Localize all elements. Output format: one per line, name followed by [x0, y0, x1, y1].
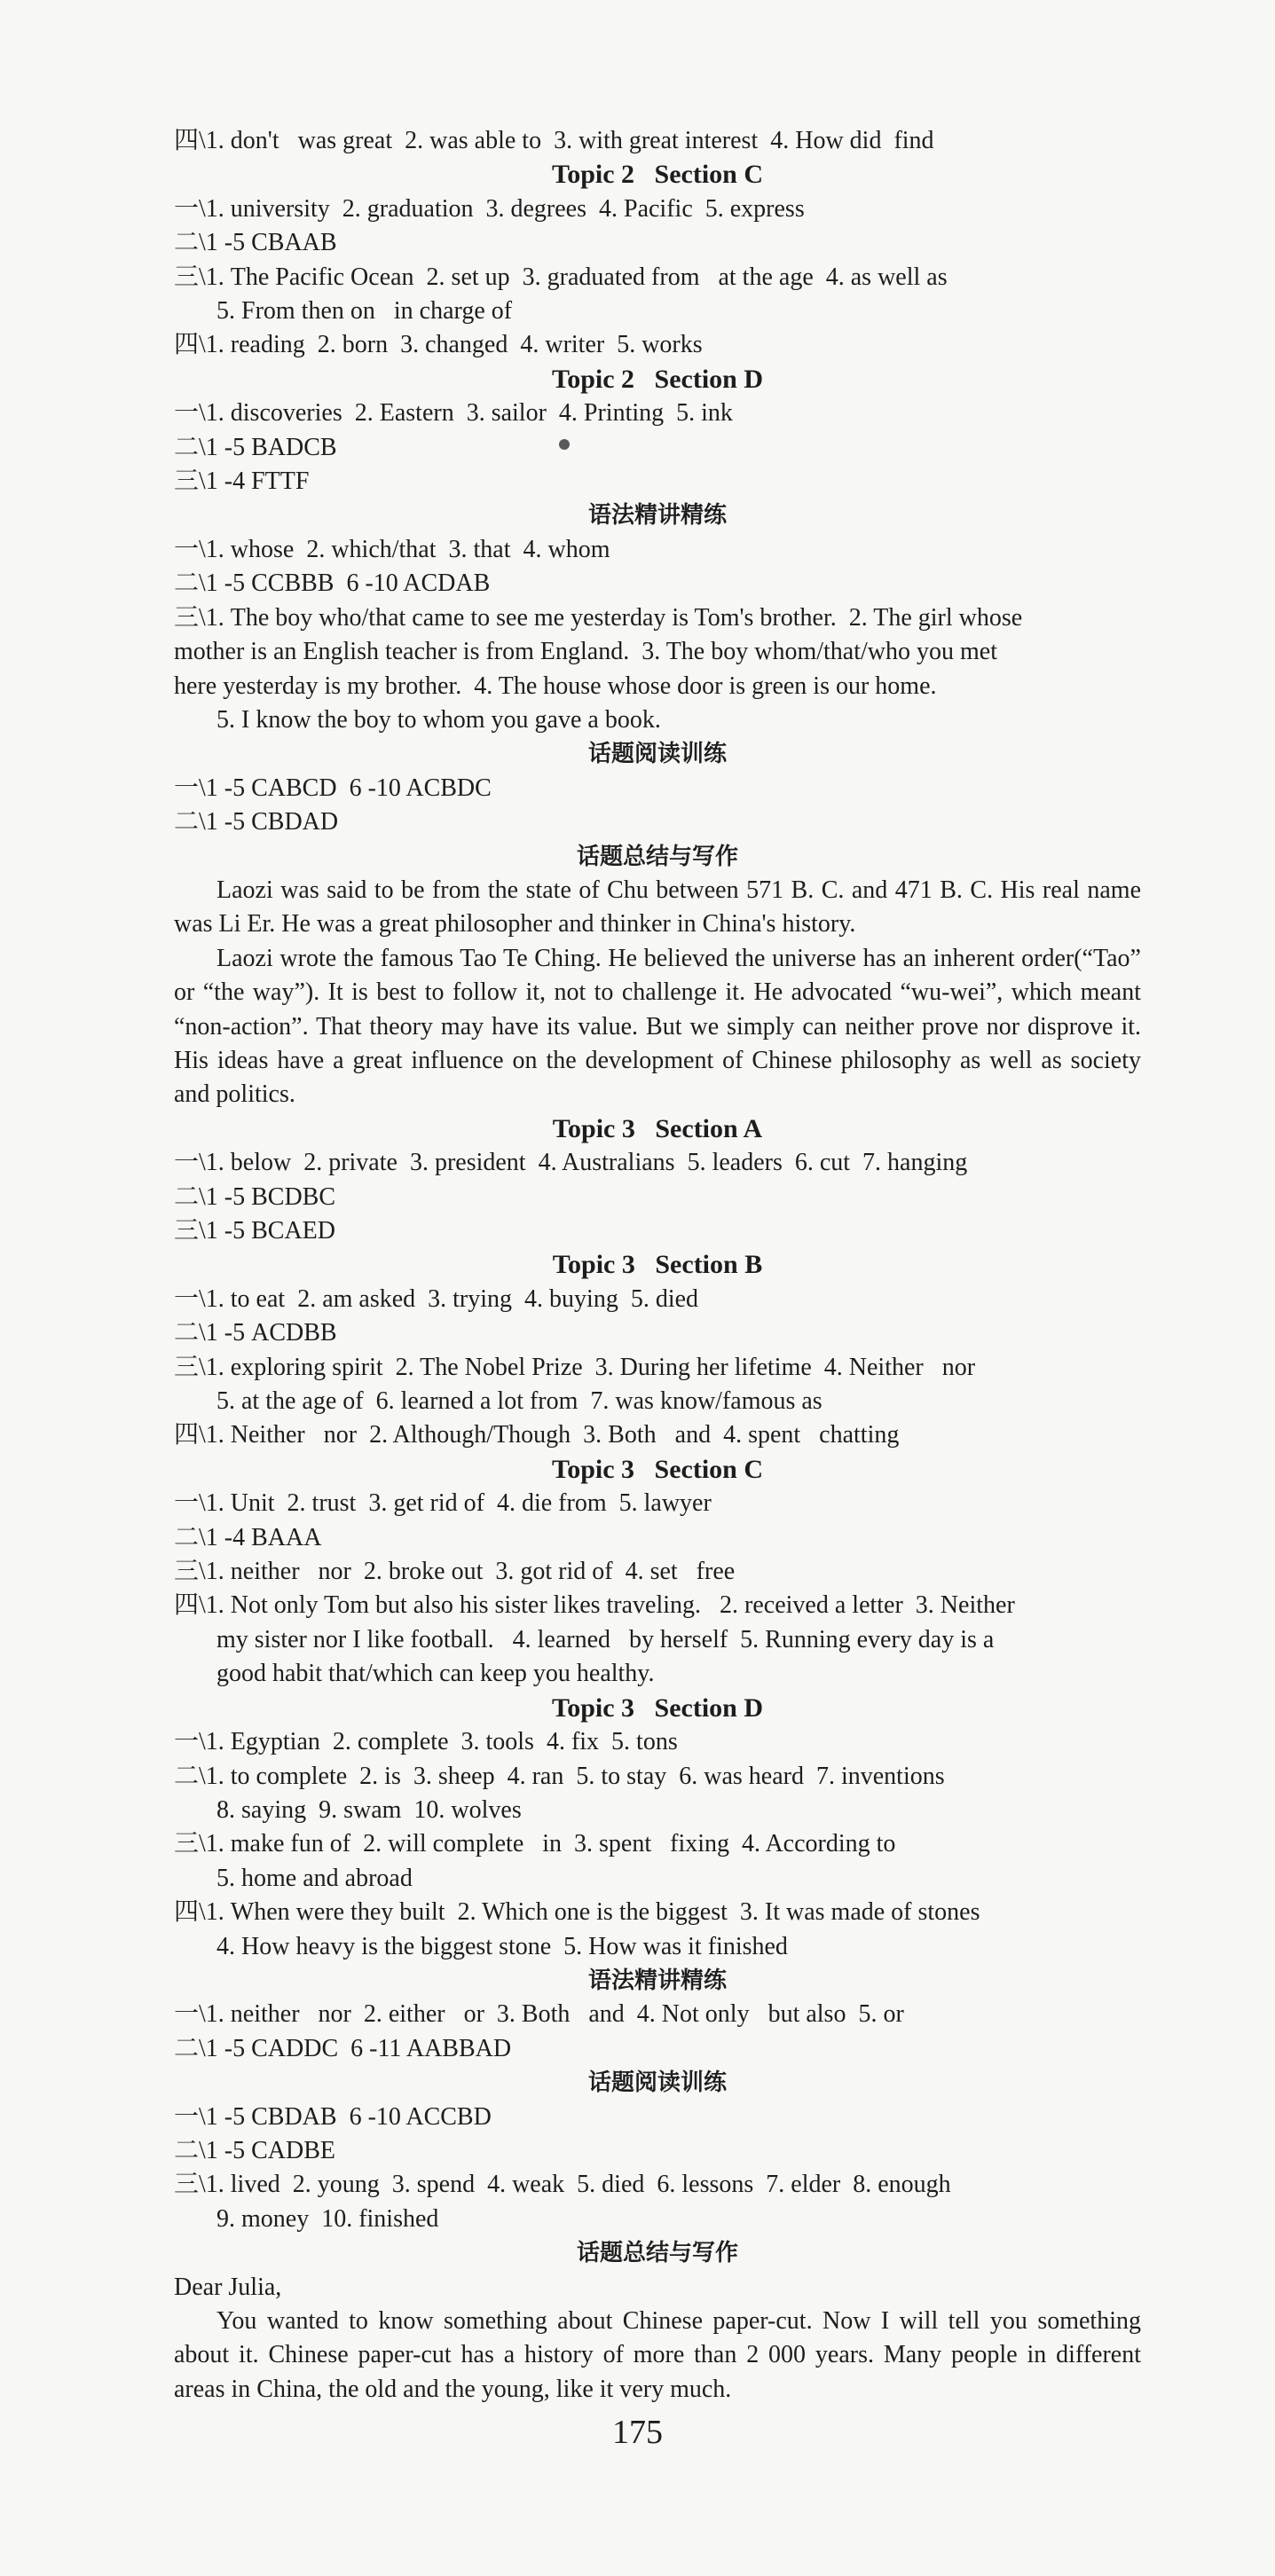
answer-line: 一\1. to eat 2. am asked 3. trying 4. buying 5. died — [174, 1284, 699, 1313]
answer-line: 5. I know the boy to whom you gave a book. — [216, 705, 661, 734]
answer-line: 二\1 -5 CCBBB 6 -10 ACDAB — [174, 569, 491, 598]
answer-line: 5. From then on in charge of — [216, 297, 513, 326]
answer-line: 4. How heavy is the biggest stone 5. How was it finished — [216, 1932, 788, 1960]
answer-line: 二\1 -5 ACDBB — [174, 1319, 337, 1347]
answer-line: 二\1 -5 CBDAD — [174, 808, 339, 836]
answer-line: 二\1 -5 CADDC 6 -11 AABBAD — [174, 2034, 512, 2062]
section-heading: Topic 3 Section B — [552, 1250, 763, 1280]
section-heading: Topic 3 Section A — [552, 1113, 763, 1143]
answer-line: 三\1. lived 2. young 3. spend 4. weak 5. died 6. lessons 7. elder 8. enough — [174, 2171, 951, 2199]
answer-line: 9. money 10. finished — [216, 2204, 439, 2233]
answer-line: 四\1. reading 2. born 3. changed 4. writer 5. works — [174, 331, 703, 359]
answer-line: 三\1. exploring spirit 2. The Nobel Prize 3. During her lifetime 4. Neither nor — [174, 1353, 976, 1381]
chinese-heading: 语法精讲精练 — [587, 502, 727, 530]
section-heading: Topic 2 Section D — [551, 364, 764, 394]
answer-content — [174, 124, 1141, 2407]
answer-line: 三\1. make fun of 2. will complete in 3. spent fixing 4. According to — [174, 1830, 896, 1858]
chinese-heading: 话题阅读训练 — [587, 741, 727, 768]
answer-line: 三\1 -4 FTTF — [174, 467, 310, 496]
answer-line: 四\1. When were they built 2. Which one is the biggest 3. It was made of stones — [174, 1898, 980, 1927]
answer-line: 三\1 -5 BCAED — [174, 1217, 336, 1245]
answer-line: Dear Julia, — [174, 2273, 282, 2301]
answer-line: 8. saying 9. swam 10. wolves — [216, 1795, 522, 1824]
answer-line: 5. at the age of 6. learned a lot from 7. was know/famous as — [216, 1387, 822, 1416]
answer-line: 四\1. don't was great 2. was able to 3. with great interest 4. How did find — [174, 127, 934, 154]
answer-line: good habit that/which can keep you healthy. — [216, 1660, 655, 1688]
answer-line: 二\1. to complete 2. is 3. sheep 4. ran 5. to stay 6. was heard 7. inventions — [174, 1762, 945, 1790]
writing-paragraph: Laozi was said to be from the state of Chu between 571 B. C. and 471 B. C. His real name was Li Er. He was a great philosopher and thinker in China's history. — [174, 876, 1141, 939]
answer-line: 二\1 -4 BAAA — [174, 1523, 322, 1551]
answer-line: 一\1. university 2. graduation 3. degrees 4. Pacific 5. express — [174, 194, 805, 223]
answer-line: 一\1 -5 CABCD 6 -10 ACBDC — [174, 774, 492, 802]
answer-line: 三\1. The boy who/that came to see me yesterday is Tom's brother. 2. The girl whose — [174, 603, 1023, 632]
answer-line: 三\1. neither nor 2. broke out 3. got rid of 4. set free — [174, 1558, 736, 1586]
answer-line: 一\1. Egyptian 2. complete 3. tools 4. fix 5. tons — [174, 1728, 678, 1756]
writing-paragraph: You wanted to know something about Chinese paper-cut. Now I will tell you something about it. Chinese paper-cut has a history of more than 2 000 years. Many people in different areas in China, the old and the young, like it very much. — [174, 2307, 1141, 2403]
chinese-heading: 话题总结与写作 — [576, 843, 738, 870]
answer-line: 二\1 -5 CADBE — [174, 2136, 336, 2164]
answer-line: 一\1. below 2. private 3. president 4. Australians 5. leaders 6. cut 7. hanging — [174, 1149, 968, 1177]
answer-line: 四\1. Neither nor 2. Although/Though 3. Both and 4. spent chatting — [174, 1421, 900, 1449]
answer-line: 二\1 -5 BCDBC — [174, 1182, 336, 1211]
answer-line: 三\1. The Pacific Ocean 2. set up 3. graduated from at the age 4. as well as — [174, 263, 948, 291]
answer-line: 5. home and abroad — [216, 1864, 413, 1892]
ink-dot — [559, 439, 570, 450]
section-heading: Topic 3 Section D — [551, 1692, 764, 1723]
answer-line: 一\1. whose 2. which/that 3. that 4. whom — [174, 535, 610, 563]
section-heading: Topic 2 Section C — [551, 160, 764, 190]
answer-line: 一\1. neither nor 2. either or 3. Both and 4. Not only but also 5. or — [174, 2000, 904, 2029]
writing-paragraph: Laozi wrote the famous Tao Te Ching. He believed the universe has an inherent order(“Tao” or “the way”). It is best to follow it, not to challenge it. He advocated “wu-wei”, which meant “non-action”. That theory may have its value. But we simply can neither prove nor disprove it. His ideas have a great influence on the development of Chinese philosophy as well as society and politics. — [174, 944, 1141, 1109]
chinese-heading: 语法精讲精练 — [587, 1967, 727, 1994]
answer-line: 一\1 -5 CBDAB 6 -10 ACCBD — [174, 2102, 492, 2131]
answer-line: mother is an English teacher is from England. 3. The boy whom/that/who you met — [174, 638, 997, 666]
answer-line: my sister nor I like football. 4. learned by herself 5. Running every day is a — [216, 1625, 995, 1653]
answer-line: 一\1. discoveries 2. Eastern 3. sailor 4. Printing 5. ink — [174, 399, 733, 428]
chinese-heading: 话题阅读训练 — [587, 2069, 727, 2097]
chinese-heading: 话题总结与写作 — [576, 2240, 738, 2267]
answer-line: 二\1 -5 CBAAB — [174, 229, 337, 257]
answer-line: here yesterday is my brother. 4. The house whose door is green is our home. — [174, 671, 937, 700]
answer-line: 一\1. Unit 2. trust 3. get rid of 4. die from 5. lawyer — [174, 1489, 712, 1518]
answer-line: 四\1. Not only Tom but also his sister likes traveling. 2. received a letter 3. Neither — [174, 1591, 1015, 1620]
answer-line: 二\1 -5 BADCB — [174, 433, 337, 461]
section-heading: Topic 3 Section C — [551, 1454, 764, 1484]
page-number: 175 — [612, 2414, 663, 2451]
